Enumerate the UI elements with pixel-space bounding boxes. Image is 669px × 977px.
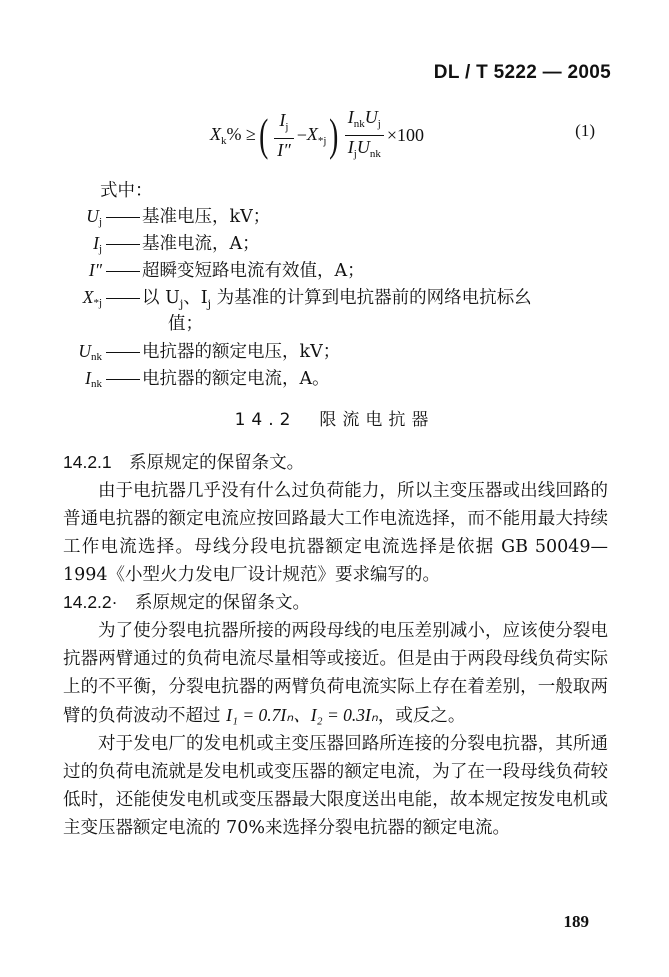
definition-continuation: 值； [168, 314, 203, 334]
left-paren: ( [258, 109, 269, 160]
right-paren: ) [329, 109, 339, 160]
formula-1: $X_k\%$ ≥ ( $\frac{I_j}{I''}$ − $X_{*j}$ ) $\frac{I_{nk}U_j}{I_jU_{nk}}$ ×100 [210, 100, 424, 170]
clause-body: 由于电抗器几乎没有什么过负荷能力，所以主变压器或出线回路的普通电抗器的额定电流应按回路最大工作电流选择，而不能用最大持续工作电流选择。母线分段电抗器额定电流选择是依据 GB 50049—1994《小型火力发电厂设计规范》要求编写的。 [63, 481, 608, 585]
definition-item: $U_{nk}$ 电抗器的额定电压，kV； [78, 341, 341, 363]
section-heading: 14.2 限流电抗器 [234, 410, 435, 430]
document-code: DL / T 5222 — 2005 [433, 62, 611, 83]
clause-body: 为了使分裂电抗器所接的两段母线的电压差别减小，应该使分裂电抗器两臂通过的负荷电流尽量相等或接近。但是由于两段母线负荷实际上的不平衡，分裂电抗器的两臂负荷电流实际上存在着差别，一般取两臂的负荷波动不超过 I₁ = 0.7Iₙ、I₂ = 0.3Iₙ，或反之。 [63, 621, 608, 726]
formula-lhs: $X_k\%$ ≥ [210, 123, 256, 147]
clause-14-2-1: 14.2.1 系原规定的保留条文。 由于电抗器几乎没有什么过负荷能力，所以主变压器或出线回路的普通电抗器的额定电流应按回路最大工作电流选择，而不能用最大持续工作电流选择。母线分段电抗器额定电流选择是依据 GB 50049—1994《小型火力发电厂设计规范》要求编写的。 [63, 448, 608, 589]
fraction-rated-ratio: $\frac{I_{nk}U_j}{I_jU_{nk}}$ [345, 106, 384, 165]
fraction-current-ratio: $\frac{I_j}{I''}$ [274, 109, 294, 161]
clause-body: 对于发电厂的发电机或主变压器回路所连接的分裂电抗器，其所通过的负荷电流就是发电机或变压器的额定电流，为了在一段母线负荷较低时，还能使发电机或变压器最大限度送出电能，故本规定按发电机或主变压器额定电流的 70%来选择分裂电抗器的额定电流。 [63, 734, 608, 838]
formula-x-star: $X_{*j}$ [306, 123, 327, 147]
page-number: 189 [563, 912, 589, 931]
definition-item: $U_j$ 基准电压，kV； [86, 206, 271, 228]
definition-item: $X_{*j}$ 以 $U_j$、$I_j$ 为基准的计算到电抗器前的网络电抗标幺 [82, 287, 532, 311]
clause-14-2-2: 14.2.2· 系原规定的保留条文。 为了使分裂电抗器所接的两段母线的电压差别减小，应该使分裂电抗器两臂通过的负荷电流尽量相等或接近。但是由于两段母线负荷实际上的不平衡，分裂电抗器的两臂负荷电流实际上存在着差别，一般取两臂的负荷波动不超过 I₁ = 0.7Iₙ、I₂ = 0.3Iₙ，或反之。 对于发电厂的发电机或主变压器回路所连接的分裂电抗器，其所通过的负荷电流就是发电机或变压器的额定电流，为了在一段母线负荷较低时，还能使发电机或变压器最大限度送出电能，故本规定按发电机或主变压器额定电流的 70%来选择分裂电抗器的额定电流。 [63, 588, 608, 842]
equation-number: (1) [575, 121, 595, 140]
definition-item: $I_{nk}$ 电抗器的额定电流，A。 [85, 368, 330, 390]
definition-item: I″ 超瞬变短路电流有效值，A； [88, 260, 365, 281]
where-label: 式中： [100, 181, 153, 201]
definition-item: $I_j$ 基准电流，A； [93, 233, 260, 255]
